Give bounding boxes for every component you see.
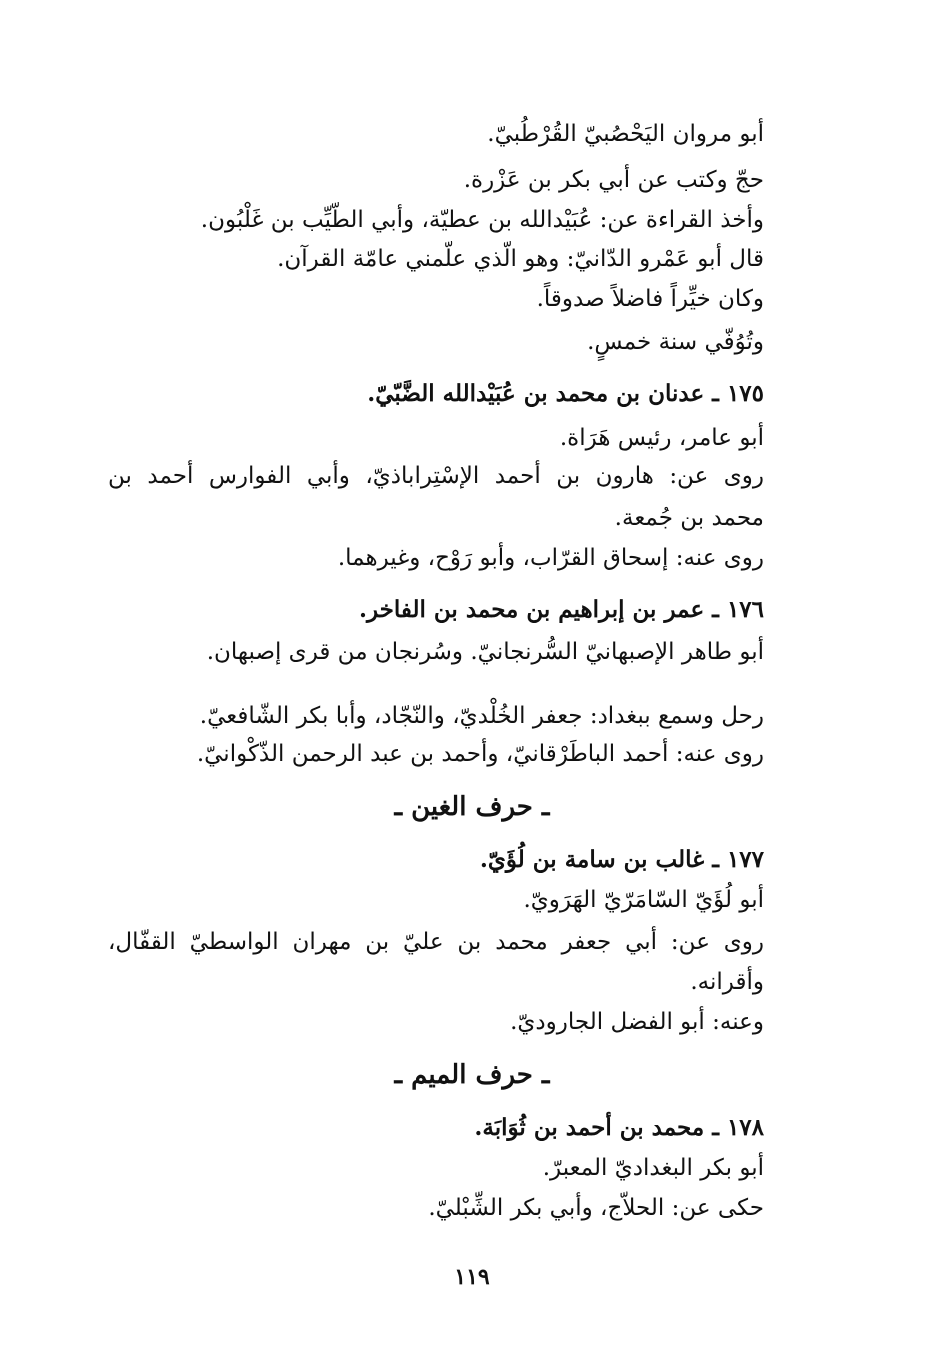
text-line: أبو عامر، رئيس هَرَاة. (559, 425, 764, 451)
page-number: ١١٩ (454, 1264, 490, 1290)
text-line: روى عن: هارون بن أحمد الإسْتِراباذيّ، وأبي الفوارس أحمد بن (108, 463, 764, 489)
entry-title-178: ١٧٨ ـ محمد بن أحمد بن ثُوَابَة. (474, 1114, 764, 1141)
text-line: حجّ وكتب عن أبي بكر بن عَزْرة. (463, 167, 764, 193)
entry-title-176: ١٧٦ ـ عمر بن إبراهيم بن محمد بن الفاخر. (358, 596, 764, 623)
text-line: محمد بن جُمعة. (614, 505, 764, 531)
text-line: وأقرانه. (690, 969, 764, 995)
text-line: أبو لُؤَيّ السّامَرّيّ الهَرَويّ. (523, 887, 764, 913)
text-line: وعنه: أبو الفضل الجاروديّ. (510, 1009, 764, 1035)
text-line: روى عنه: إسحاق القرّاب، وأبو رَوْح، وغيرهما. (337, 545, 764, 571)
text-line: أبو مروان اليَحْصُبيّ القُرْطُبيّ. (487, 121, 764, 147)
text-line: حكى عن: الحلاّج، وأبي بكر الشِّبْليّ. (428, 1195, 764, 1221)
section-heading-mim: ـ حرف الميم ـ (394, 1060, 550, 1090)
entry-title-177: ١٧٧ ـ غالب بن سامة بن لُؤَيّ. (479, 846, 764, 873)
text-line: وكان خيِّراً فاضلاً صدوقاً. (536, 286, 764, 312)
text-line: أبو بكر البغداديّ المعبرّ. (542, 1155, 764, 1181)
entry-title-175: ١٧٥ ـ عدنان بن محمد بن عُبَيْدالله الضَّبّيّ. (367, 380, 764, 407)
text-line: وتُوُفّي سنة خمسٍ. (587, 329, 764, 355)
text-line: روى عنه: أحمد الباطَرْقانيّ، وأحمد بن عبد الرحمن الذّكْوانيّ. (196, 741, 764, 767)
text-line: رحل وسمع ببغداد: جعفر الخُلْديّ، والنّجّاد، وأبا بكر الشّافعيّ. (199, 703, 764, 729)
section-heading-ghayn: ـ حرف الغين ـ (394, 792, 550, 822)
text-line: قال أبو عَمْرو الدّانيّ: وهو الّذي علّمني عامّة القرآن. (277, 246, 764, 272)
text-line: أبو طاهر الإصبهانيّ السُّرنجانيّ. وسُرنجان من قرى إصبهان. (206, 639, 764, 665)
text-line: وأخذ القراءة عن: عُبَيْدالله بن عطيّة، وأبي الطّيِّب بن غَلْبُون. (200, 207, 764, 233)
text-line: روى عن: أبي جعفر محمد بن عليّ بن مهران الواسطيّ القفّال، (108, 929, 764, 955)
